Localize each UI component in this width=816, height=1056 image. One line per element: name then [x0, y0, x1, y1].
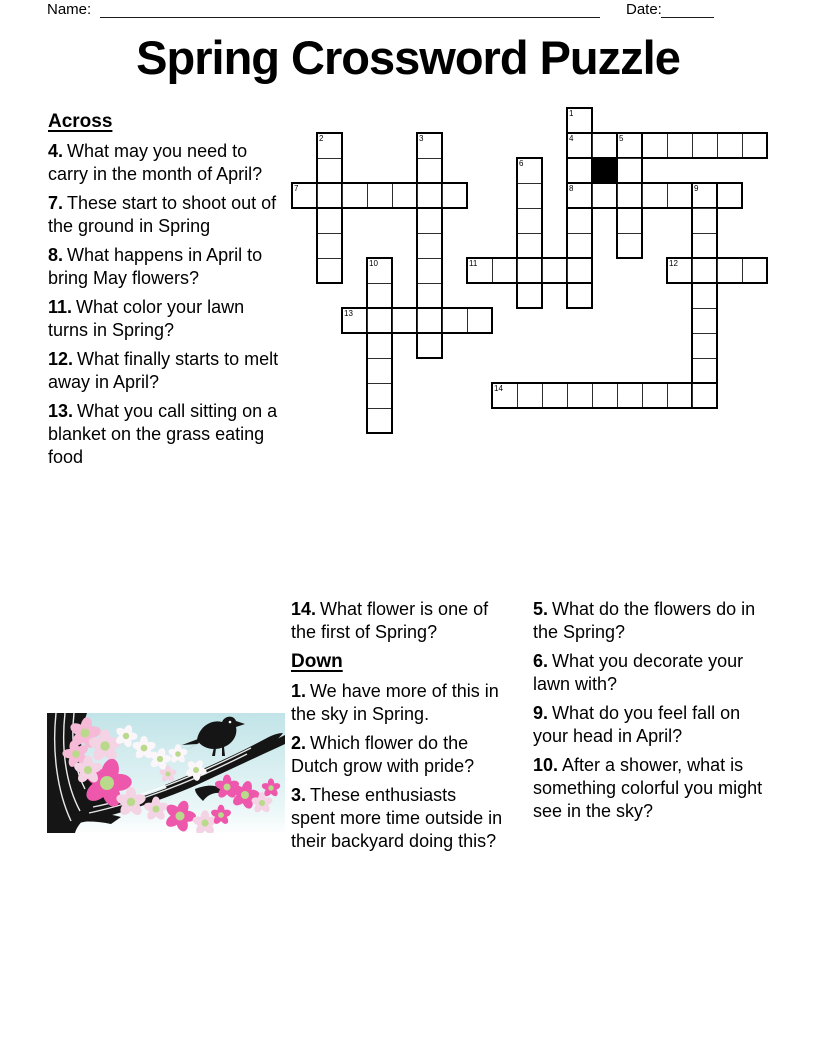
clue-text: These start to shoot out of the ground in Spring — [48, 193, 277, 236]
cell-divider — [417, 184, 418, 207]
cell-number-6: 6 — [519, 159, 524, 168]
clue-across-8 — [48, 244, 280, 290]
cell-divider — [442, 309, 443, 332]
cell-divider — [592, 184, 593, 207]
cell-divider — [418, 158, 441, 159]
clue-across-13 — [48, 400, 280, 469]
clue-text: What finally starts to melt away in April? — [48, 349, 279, 392]
clue-across-11 — [48, 296, 280, 342]
word-11-across[interactable] — [466, 257, 593, 284]
cell-divider — [717, 134, 718, 157]
date-label: Date: — [626, 1, 662, 18]
cell-divider — [617, 184, 618, 207]
cell-divider — [392, 184, 393, 207]
cell-divider — [617, 384, 618, 407]
cell-divider — [667, 134, 668, 157]
cell-divider — [367, 184, 368, 207]
clue-down-1 — [291, 680, 504, 726]
clue-text: What do the flowers do in the Spring? — [533, 599, 756, 642]
cell-divider — [392, 309, 393, 332]
across-clues-column — [48, 110, 280, 475]
clue-text: Which flower do the Dutch grow with pride? — [291, 733, 475, 776]
cell-number-5: 5 — [619, 134, 624, 143]
clue-number: 8. — [48, 245, 64, 265]
cell-number-10: 10 — [369, 259, 378, 268]
clue-number: 9. — [533, 703, 549, 723]
clue-across-12 — [48, 348, 280, 394]
cell-divider — [518, 183, 541, 184]
clue-number: 13. — [48, 401, 74, 421]
right-clues-column — [533, 598, 764, 829]
clue-down-5 — [533, 598, 764, 644]
across-heading: Across — [48, 111, 113, 132]
cell-divider — [692, 259, 693, 282]
cell-divider — [368, 383, 391, 384]
cell-divider — [618, 233, 641, 234]
spring-blossom-illustration — [47, 713, 285, 833]
cell-divider — [692, 134, 693, 157]
clue-text: What color your lawn turns in Spring? — [48, 297, 245, 340]
cell-divider — [542, 259, 543, 282]
name-input-line[interactable] — [100, 1, 600, 18]
down-heading: Down — [291, 651, 343, 672]
cell-divider — [542, 384, 543, 407]
cell-divider — [418, 283, 441, 284]
cell-divider — [318, 158, 341, 159]
cell-number-9: 9 — [694, 184, 699, 193]
word-13-across[interactable] — [341, 307, 493, 334]
clue-text: What flower is one of the first of Spring? — [291, 599, 489, 642]
clue-down-9 — [533, 702, 764, 748]
clue-text: These enthusiasts spent more time outside in their backyard doing this? — [291, 785, 503, 851]
cell-divider — [693, 208, 716, 209]
word-9-down[interactable] — [691, 182, 718, 409]
clue-down-3 — [291, 784, 504, 853]
word-4-across[interactable] — [566, 132, 768, 159]
word-10-down[interactable] — [366, 257, 393, 434]
cell-divider — [318, 233, 341, 234]
cell-divider — [642, 184, 643, 207]
black-cell — [591, 157, 618, 184]
cell-divider — [692, 384, 693, 407]
cell-divider — [618, 158, 641, 159]
cell-number-2: 2 — [319, 134, 324, 143]
cell-divider — [742, 259, 743, 282]
cell-divider — [368, 358, 391, 359]
clue-number: 12. — [48, 349, 74, 369]
cell-divider — [517, 384, 518, 407]
clue-number: 4. — [48, 141, 64, 161]
cell-number-1: 1 — [569, 109, 574, 118]
cell-number-12: 12 — [669, 259, 678, 268]
cell-divider — [567, 384, 568, 407]
cell-divider — [693, 233, 716, 234]
clue-number: 5. — [533, 599, 549, 619]
cell-divider — [693, 358, 716, 359]
cell-number-13: 13 — [344, 309, 353, 318]
cell-divider — [418, 233, 441, 234]
clue-across-7 — [48, 192, 280, 238]
clue-text: What happens in April to bring May flowers? — [48, 245, 263, 288]
clue-down-2 — [291, 732, 504, 778]
name-label: Name: — [47, 1, 92, 18]
clue-text: After a shower, what is something colorful you might see in the sky? — [533, 755, 763, 821]
middle-clues-column — [291, 598, 504, 859]
cell-divider — [717, 259, 718, 282]
cell-divider — [592, 134, 593, 157]
cell-divider — [667, 184, 668, 207]
worksheet-header — [47, 0, 769, 20]
date-input-line[interactable] — [661, 1, 714, 18]
clue-number: 10. — [533, 755, 559, 775]
clue-number: 11. — [48, 297, 73, 317]
cell-number-11: 11 — [469, 259, 478, 268]
cell-divider — [693, 333, 716, 334]
cell-number-3: 3 — [419, 134, 424, 143]
clue-text: We have more of this in the sky in Spring. — [291, 681, 499, 724]
clue-across-14 — [291, 598, 504, 644]
clue-number: 1. — [291, 681, 307, 701]
cell-divider — [492, 259, 493, 282]
cell-divider — [342, 184, 343, 207]
clue-text: What you decorate your lawn with? — [533, 651, 744, 694]
cell-divider — [667, 384, 668, 407]
cell-number-4: 4 — [569, 134, 574, 143]
word-6-down[interactable] — [516, 157, 543, 309]
cell-divider — [568, 233, 591, 234]
clue-text: What may you need to carry in the month of April? — [48, 141, 263, 184]
cell-divider — [518, 208, 541, 209]
word-12-across[interactable] — [666, 257, 768, 284]
cell-divider — [418, 258, 441, 259]
clue-text: What you call sitting on a blanket on the grass eating food — [48, 401, 278, 467]
clue-number: 6. — [533, 651, 549, 671]
cell-divider — [518, 233, 541, 234]
cell-divider — [467, 309, 468, 332]
cell-number-14: 14 — [494, 384, 503, 393]
clue-text: What do you feel fall on your head in April? — [533, 703, 741, 746]
cell-number-7: 7 — [294, 184, 299, 193]
cell-divider — [642, 384, 643, 407]
clue-number: 3. — [291, 785, 307, 805]
clue-down-6 — [533, 650, 764, 696]
clue-across-4 — [48, 140, 280, 186]
clue-number: 7. — [48, 193, 64, 213]
cell-divider — [368, 408, 391, 409]
crossword-grid[interactable] — [292, 108, 767, 433]
word-7-across[interactable] — [291, 182, 468, 209]
clue-down-10 — [533, 754, 764, 823]
cell-divider — [517, 259, 518, 282]
clue-number: 14. — [291, 599, 317, 619]
cell-divider — [367, 309, 368, 332]
cell-divider — [592, 384, 593, 407]
page-title: Spring Crossword Puzzle — [136, 31, 680, 84]
word-14-across[interactable] — [491, 382, 718, 409]
cell-divider — [742, 134, 743, 157]
cell-divider — [318, 258, 341, 259]
cell-divider — [567, 259, 568, 282]
clue-number: 2. — [291, 733, 307, 753]
cell-divider — [693, 308, 716, 309]
cell-number-8: 8 — [569, 184, 574, 193]
cell-divider — [417, 309, 418, 332]
cell-divider — [317, 184, 318, 207]
cell-divider — [442, 184, 443, 207]
cell-divider — [368, 283, 391, 284]
